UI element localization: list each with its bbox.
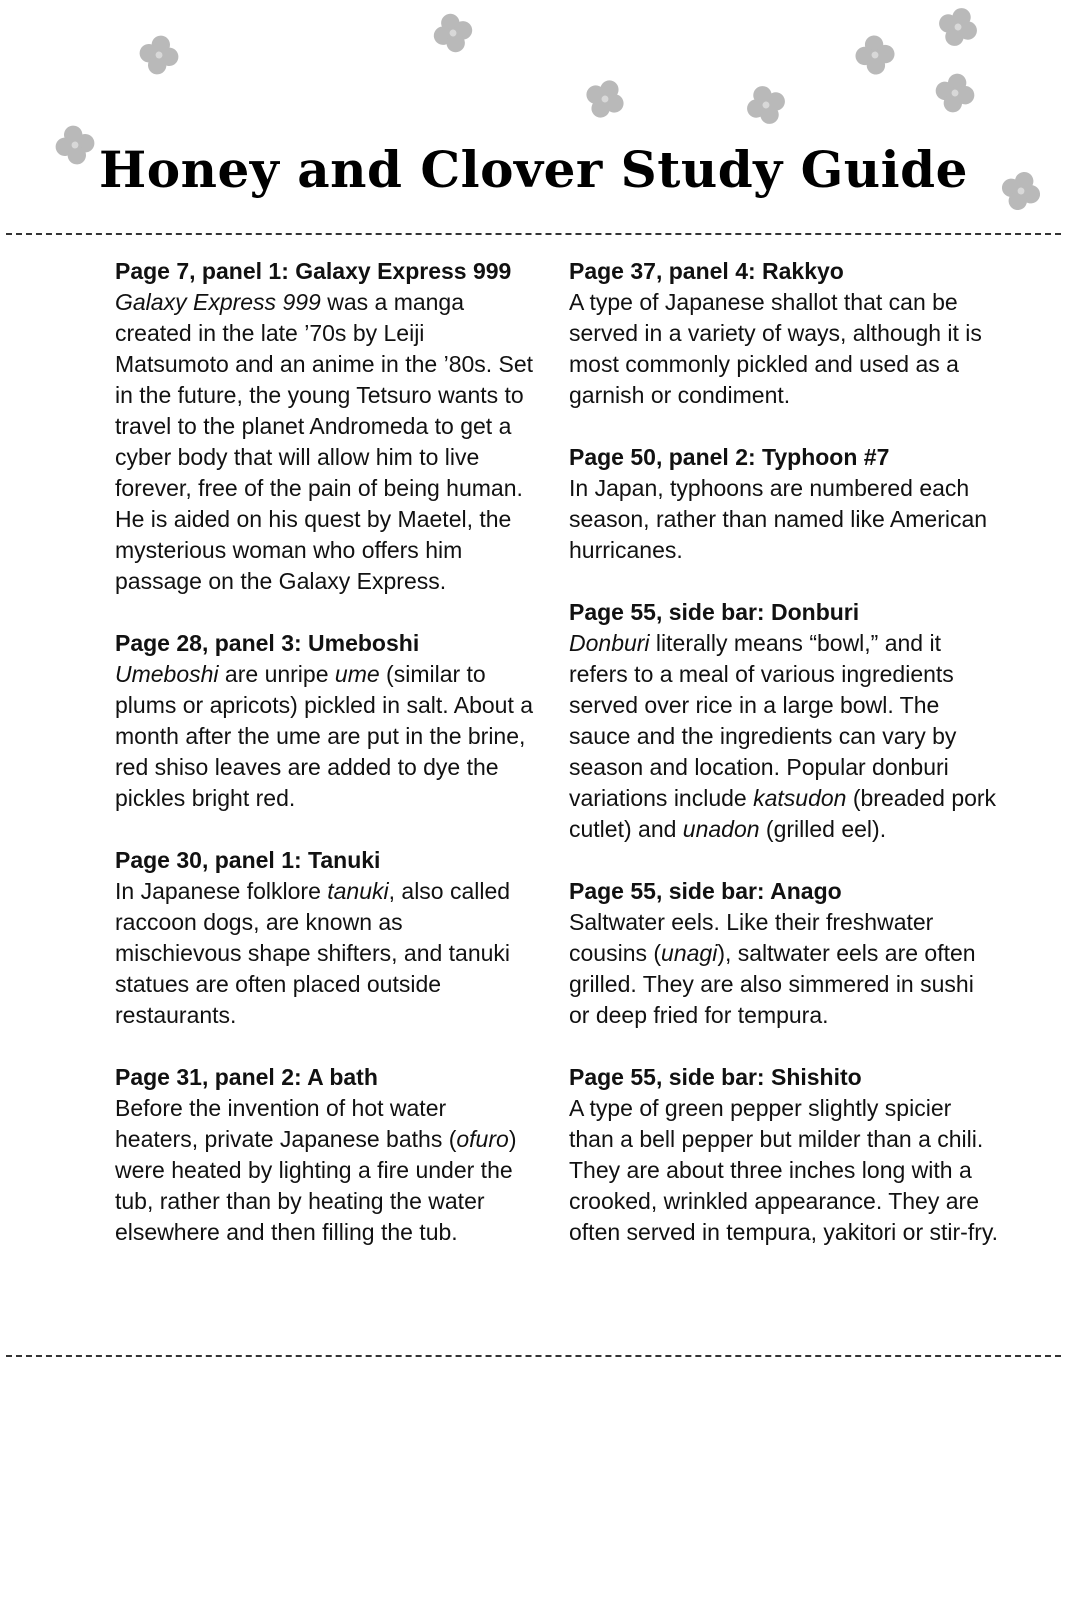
- clover-icon: [929, 0, 988, 56]
- italic-term: ume: [334, 661, 380, 687]
- clover-icon: [574, 68, 635, 129]
- italic-term: Umeboshi: [115, 661, 219, 687]
- entry-heading: Page 7, panel 1: Galaxy Express 999: [115, 258, 512, 284]
- entry-body: [569, 1093, 999, 1248]
- entry-body: [115, 287, 535, 597]
- body-text: In Japanese folklore: [115, 878, 328, 904]
- glossary-entry: [569, 1062, 999, 1248]
- entry-body: [569, 628, 999, 845]
- glossary-entry: [569, 876, 999, 1031]
- entry-heading: Page 28, panel 3: Umeboshi: [115, 630, 420, 656]
- page-title: Honey and Clover Study Guide: [99, 140, 968, 199]
- body-text: ) were heated by lighting a fire under the tub, rather than by heating the water elsewhere and then filling the tub.: [115, 1126, 517, 1245]
- italic-term: Galaxy Express 999: [115, 289, 321, 315]
- clover-icon: [737, 76, 796, 135]
- clover-icon: [425, 5, 481, 61]
- body-text: , also called raccoon dogs, are known as mischievous shape shifters, and tanuki statues are often placed outside restaurants.: [115, 878, 511, 1028]
- glossary-entry: [115, 628, 535, 814]
- body-text: (breaded pork cutlet) and: [569, 785, 997, 842]
- glossary-entry: [569, 256, 999, 411]
- left-column: [115, 256, 535, 1279]
- entry-body: [115, 1093, 535, 1248]
- entry-heading: Page 55, side bar: Shishito: [569, 1064, 862, 1090]
- right-column: [569, 256, 999, 1279]
- bottom-divider: [6, 1355, 1061, 1357]
- italic-term: ofuro: [456, 1126, 509, 1152]
- clover-icon: [850, 30, 900, 80]
- entry-heading: Page 31, panel 2: A bath: [115, 1064, 378, 1090]
- italic-term: unadon: [682, 816, 760, 842]
- clover-icon: [928, 66, 983, 121]
- entry-heading: Page 50, panel 2: Typhoon #7: [569, 444, 890, 470]
- body-text: was a manga created in the late ’70s by Leiji Matsumoto and an anime in the ’80s. Set in the future, the young Tetsuro wants to travel to the planet Andromeda to get a cyber body that will allow him to live forever, free of the pain of being human. He is aided on his quest by Maetel, the mysterious woman who offers him passage on the Galaxy Express.: [115, 289, 534, 594]
- clover-icon: [132, 28, 185, 81]
- entry-heading: Page 55, side bar: Donburi: [569, 599, 860, 625]
- glossary-entry: [115, 845, 535, 1031]
- entry-heading: Page 55, side bar: Anago: [569, 878, 842, 904]
- glossary-entry: [115, 256, 535, 597]
- glossary-entry: [569, 597, 999, 845]
- italic-term: unagi: [661, 940, 718, 966]
- body-text: Before the invention of hot water heaters, private Japanese baths (: [115, 1095, 457, 1152]
- entry-body: [569, 473, 999, 566]
- entry-body: [115, 659, 535, 814]
- italic-term: tanuki: [327, 878, 389, 904]
- glossary-entry: [115, 1062, 535, 1248]
- entry-body: [115, 876, 535, 1031]
- entry-heading: Page 37, panel 4: Rakkyo: [569, 258, 844, 284]
- body-text: (similar to plums or apricots) pickled in salt. About a month after the ume are put in the brine, red shiso leaves are added to dye the pickles bright red.: [115, 661, 534, 811]
- italic-term: katsudon: [753, 785, 847, 811]
- entry-body: [569, 907, 999, 1031]
- body-text: are unripe: [218, 661, 335, 687]
- body-text: A type of Japanese shallot that can be served in a variety of ways, although it is most commonly pickled and used as a garnish or condiment.: [569, 289, 982, 408]
- body-text: (grilled eel).: [759, 816, 887, 842]
- glossary-entry: [569, 442, 999, 566]
- body-text: Saltwater eels. Like their freshwater cousins (: [569, 909, 934, 966]
- body-text: In Japan, typhoons are numbered each season, rather than named like American hurricanes.: [569, 475, 988, 563]
- top-divider: [6, 233, 1061, 235]
- body-text: A type of green pepper slightly spicier than a bell pepper but milder than a chili. They are about three inches long with a crooked, wrinkled appearance. They are often served in tempura, yakitori or stir-fry.: [569, 1095, 999, 1245]
- body-text: ), saltwater eels are often grilled. They are also simmered in sushi or deep fried for tempura.: [569, 940, 976, 1028]
- entry-body: [569, 287, 999, 411]
- body-text: literally means “bowl,” and it refers to a meal of various ingredients served over rice in a large bowl. The sauce and the ingredients can vary by season and location. Popular donburi variations include: [569, 630, 957, 811]
- italic-term: Donburi: [569, 630, 650, 656]
- entry-heading: Page 30, panel 1: Tanuki: [115, 847, 381, 873]
